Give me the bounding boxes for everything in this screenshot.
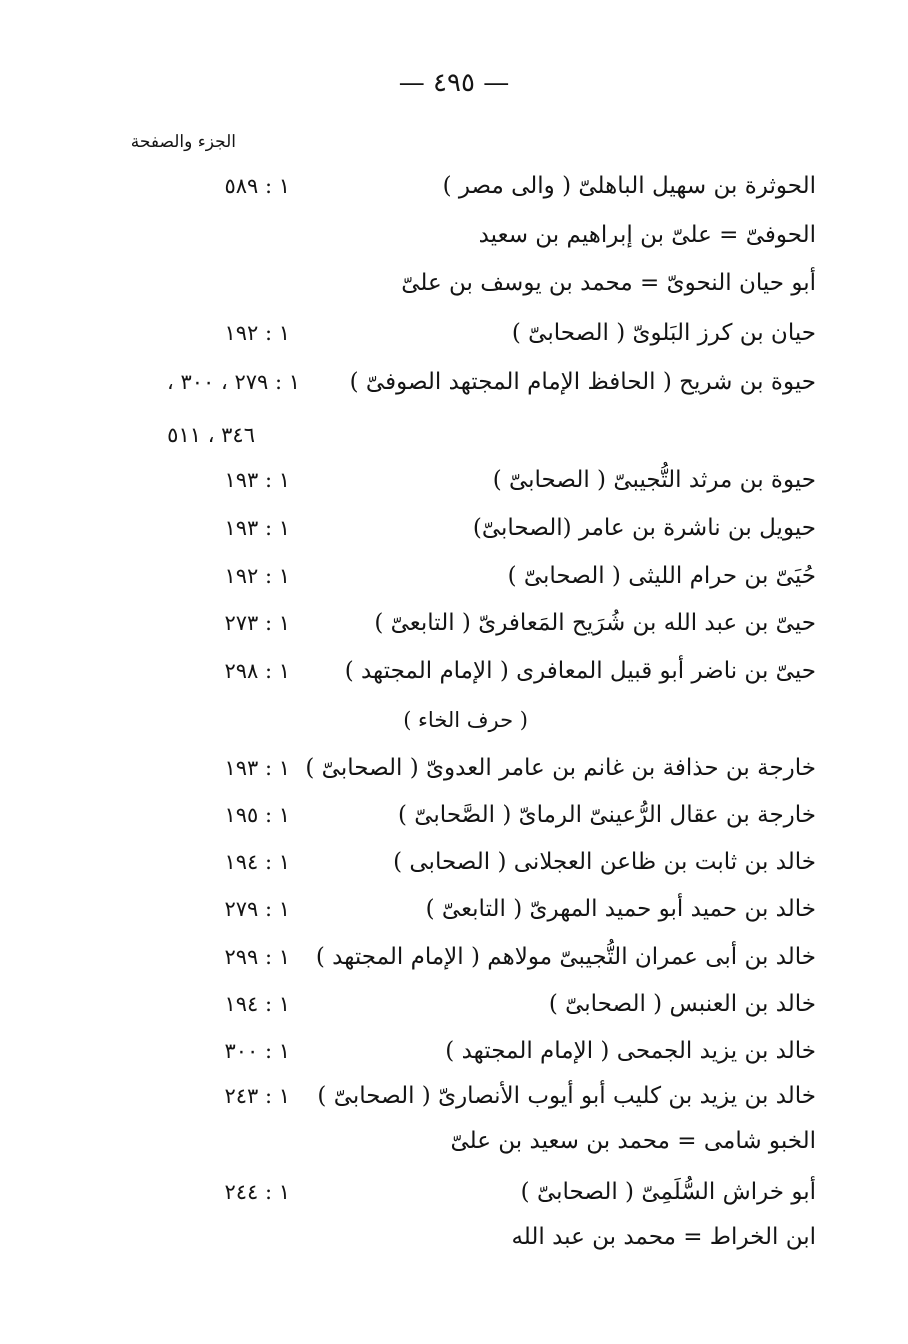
index-entry-continuation: [0, 415, 908, 455]
index-entry: [0, 1172, 908, 1212]
index-entry: [0, 1217, 908, 1257]
entry-ref: ١ : ١٩٢: [224, 564, 290, 588]
entry-ref: ١ : ٢٧٣: [224, 611, 290, 635]
entry-name: حُيَىّ بن حرام الليثى ( الصحابىّ ): [507, 563, 816, 589]
index-entry: [0, 842, 908, 882]
entry-name: أبو حيان النحوىّ = محمد بن يوسف بن علىّ: [401, 270, 816, 296]
index-entry: [0, 937, 908, 977]
index-entry: [0, 362, 908, 402]
index-entry: [0, 889, 908, 929]
entry-name: خالد بن أبى عمران التُّجيبىّ مولاهم ( الإمام المجتهد ): [315, 944, 816, 970]
entry-name: خالد بن العنبس ( الصحابىّ ): [548, 991, 816, 1017]
entry-ref: ١ : ١٩٣: [224, 516, 290, 540]
entry-name: خالد بن حميد أبو حميد المهرىّ ( التابعىّ ): [425, 896, 816, 922]
entry-name: الخبو شامى = محمد بن سعيد بن علىّ: [450, 1128, 816, 1154]
index-entry: [0, 1076, 908, 1116]
index-entry: [0, 556, 908, 596]
index-entry: [0, 748, 908, 788]
entry-name: الحوثرة بن سهيل الباهلىّ ( والى مصر ): [442, 173, 816, 199]
entry-name: حيوة بن شريح ( الحافظ الإمام المجتهد الصوفىّ ): [349, 369, 816, 395]
index-entry: [0, 603, 908, 643]
entry-name: خالد بن يزيد الجمحى ( الإمام المجتهد ): [445, 1038, 816, 1064]
entry-name: خالد بن يزيد بن كليب أبو أيوب الأنصارىّ ( الصحابىّ ): [317, 1083, 816, 1109]
entry-ref: ١ : ٢٩٩: [224, 945, 290, 969]
entry-ref: ١ : ٢٩٨: [224, 659, 290, 683]
entry-name: ابن الخراط = محمد بن عبد الله: [511, 1224, 816, 1250]
entry-name: خارجة بن حذافة بن غانم بن عامر العدوىّ ( الصحابىّ ): [305, 755, 816, 781]
entry-ref: ١ : ٥٨٩: [224, 174, 290, 198]
entry-ref: ١ : ١٩٤: [224, 850, 290, 874]
index-entry: [0, 1121, 908, 1161]
section-heading: [0, 700, 908, 740]
entry-name: حيوة بن مرثد التُّجيبىّ ( الصحابىّ ): [492, 467, 816, 493]
index-entry: [0, 1031, 908, 1071]
entry-ref: ١ : ١٩٢: [224, 321, 290, 345]
index-entry: [0, 460, 908, 500]
index-entry: [0, 166, 908, 206]
index-entry: [0, 795, 908, 835]
page-number: — ٤٩٥ —: [398, 68, 510, 98]
entry-ref: ١ : ٢٧٩ ، ٣٠٠ ،: [167, 370, 300, 394]
entry-name: حيىّ بن عبد الله بن شُرَيح المَعافرىّ ( التابعىّ ): [374, 610, 816, 636]
index-entry: [0, 984, 908, 1024]
index-entry: [0, 651, 908, 691]
entry-ref: ١ : ١٩٤: [224, 992, 290, 1016]
column-header: الجزء والصفحة: [130, 132, 236, 152]
entry-ref: ١ : ٣٠٠: [224, 1039, 290, 1063]
index-entry: [0, 508, 908, 548]
entry-ref: ١ : ١٩٣: [224, 756, 290, 780]
entry-name: حيويل بن ناشرة بن عامر (الصحابىّ): [472, 515, 816, 541]
entry-ref: ١ : ٢٧٩: [224, 897, 290, 921]
entry-ref: ١ : ٢٤٤: [224, 1180, 290, 1204]
entry-name: الحوفىّ = علىّ بن إبراهيم بن سعيد: [478, 222, 816, 248]
entry-ref: ١ : ١٩٣: [224, 468, 290, 492]
entry-name: حيان بن كرز البَلوىّ ( الصحابىّ ): [511, 320, 816, 346]
entry-ref: ١ : ٢٤٣: [224, 1084, 290, 1108]
entry-name: حيىّ بن ناضر أبو قبيل المعافرى ( الإمام المجتهد ): [344, 658, 816, 684]
index-entry: [0, 313, 908, 353]
entry-ref: ١ : ١٩٥: [224, 803, 290, 827]
entry-ref: ٣٤٦ ، ٥١١: [167, 423, 255, 447]
entry-name: خالد بن ثابت بن ظاعن العجلانى ( الصحابى ): [393, 849, 816, 875]
index-entry: [0, 215, 908, 255]
index-entry: [0, 263, 908, 303]
entry-name: خارجة بن عقال الرُّعينىّ الرماىّ ( الصَّحابىّ ): [397, 802, 816, 828]
section-heading-text: ( حرف الخاء ): [403, 708, 528, 732]
entry-name: أبو خراش السُّلَمِىّ ( الصحابىّ ): [520, 1179, 816, 1205]
